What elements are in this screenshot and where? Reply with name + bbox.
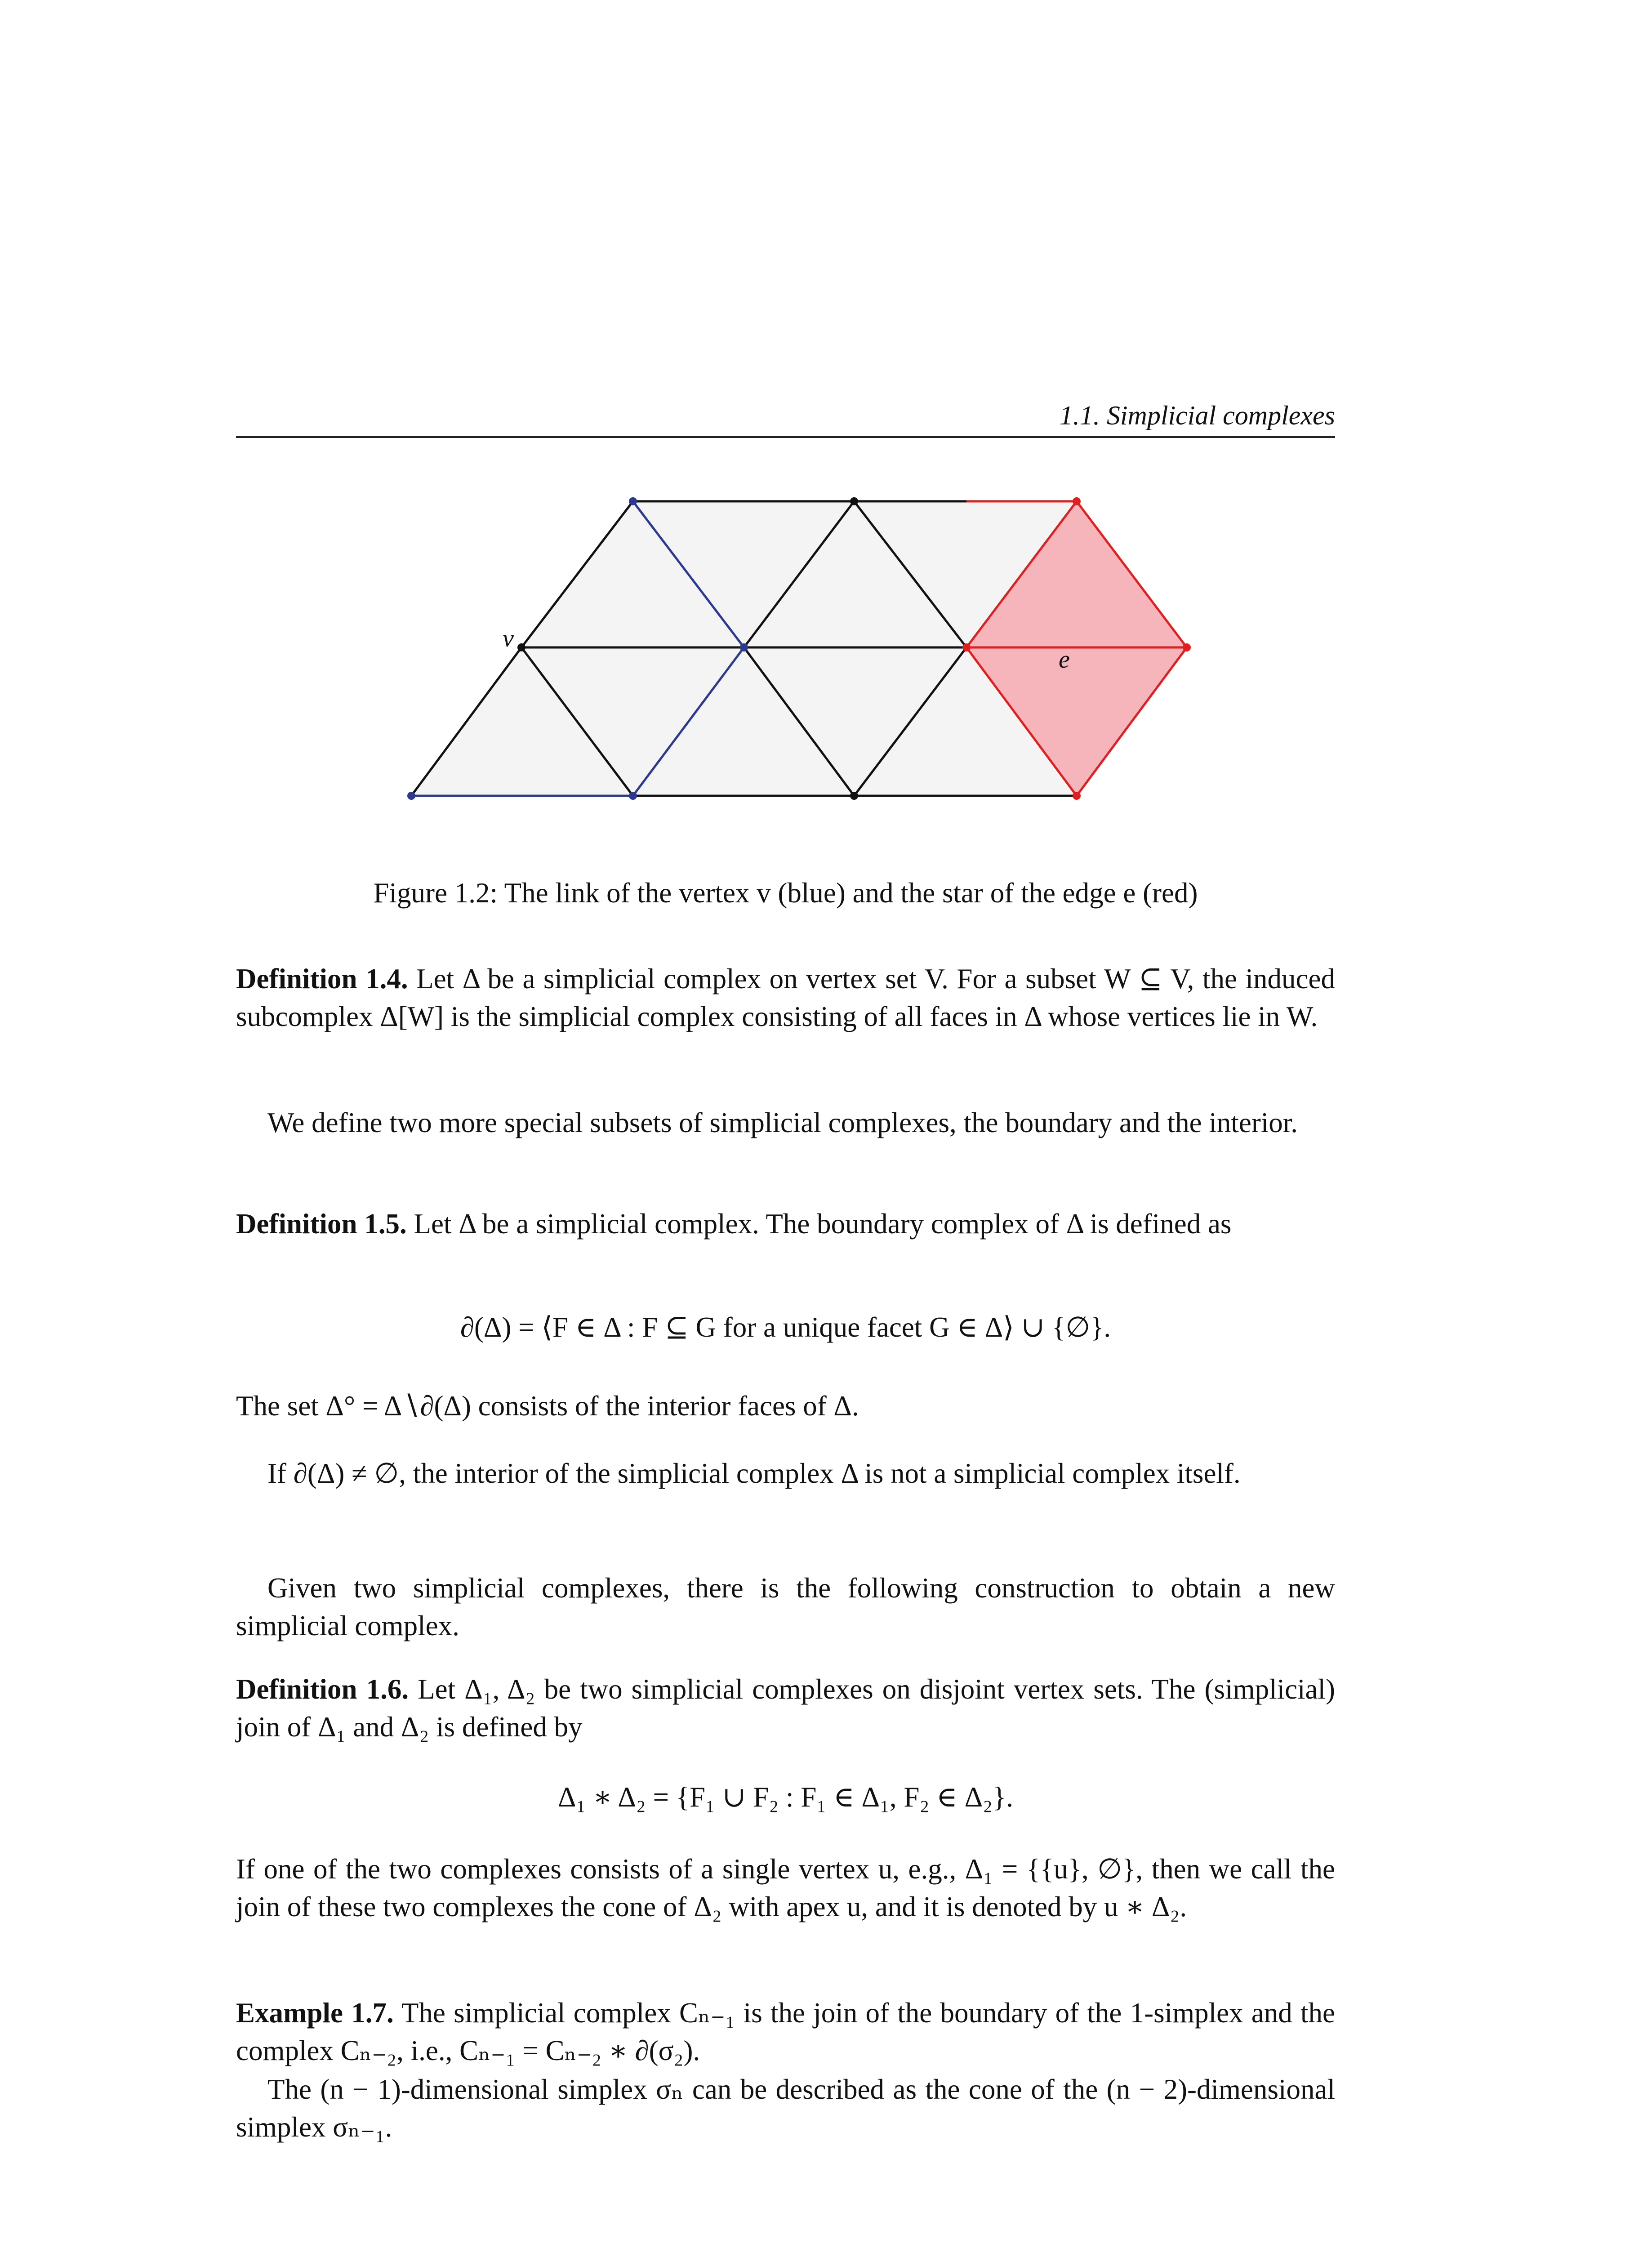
vertex: [629, 497, 637, 505]
definition-text: Let Δ be a simplicial complex on vertex set V. For a subset W ⊆ V, the induced subcomplex Δ[W] is the simplicial complex consisting of all faces in Δ whose vertices lie in W.: [236, 963, 1335, 1032]
label-v: v: [503, 624, 514, 652]
vertex: [407, 792, 415, 800]
definition-1-5: [236, 1205, 1335, 1243]
equation-join: Δ₁ ∗ Δ₂ = {F₁ ∪ F₂ : F₁ ∈ Δ₁, F₂ ∈ Δ₂}.: [557, 1781, 1014, 1813]
running-title: 1.1. Simplicial complexes: [1059, 401, 1335, 430]
definition-1-4: [236, 960, 1335, 1035]
paragraph: The set Δ° = Δ∖∂(Δ) consists of the interior faces of Δ.: [236, 1390, 859, 1422]
vertex: [1073, 792, 1081, 800]
running-header: [236, 396, 1335, 438]
figure-caption: Figure 1.2: The link of the vertex v (blue) and the star of the edge e (red): [373, 877, 1198, 909]
vertex-v: [517, 643, 525, 651]
vertex: [629, 792, 637, 800]
paragraph: If one of the two complexes consists of a single vertex u, e.g., Δ₁ = {{u}, ∅}, then we call the join of these two complexes the cone of Δ₂ with apex u, and it is denoted by u ∗ Δ₂.: [236, 1853, 1335, 1922]
definition-label: Definition 1.5.: [236, 1208, 407, 1240]
label-e: e: [1059, 646, 1070, 674]
vertex: [1183, 643, 1191, 651]
definition-1-6: [236, 1670, 1335, 1746]
definition-text: Let Δ be a simplicial complex. The boundary complex of Δ is defined as: [414, 1208, 1232, 1240]
vertex: [850, 792, 858, 800]
vertex: [740, 643, 748, 651]
definition-label: Definition 1.6.: [236, 1673, 409, 1705]
vertex: [850, 497, 858, 505]
vertex: [962, 643, 971, 651]
example-label: Example 1.7.: [236, 1997, 394, 2029]
paragraph: We define two more special subsets of simplicial complexes, the boundary and the interior.: [267, 1107, 1298, 1138]
definition-label: Definition 1.4.: [236, 963, 408, 995]
figure-simplicial-complex: [405, 490, 1196, 814]
definition-text: Let Δ₁, Δ₂ be two simplicial complexes on disjoint vertex sets. The (simplicial) join of Δ₁ and Δ₂ is defined by: [236, 1673, 1335, 1743]
equation-boundary: ∂(Δ) = ⟨F ∈ Δ : F ⊆ G for a unique facet G ∈ Δ⟩ ∪ {∅}.: [460, 1311, 1111, 1343]
example-1-7: [236, 1994, 1335, 2070]
vertex: [1073, 497, 1081, 505]
paragraph: The (n − 1)-dimensional simplex σₙ can be described as the cone of the (n − 2)-dimensional simplex σₙ₋₁.: [236, 2074, 1335, 2143]
example-text: The simplicial complex Cₙ₋₁ is the join of the boundary of the 1-simplex and the complex Cₙ₋₂, i.e., Cₙ₋₁ = Cₙ₋₂ ∗ ∂(σ₂).: [236, 1997, 1335, 2066]
paragraph: Given two simplicial complexes, there is the following construction to obtain a new simplicial complex.: [236, 1572, 1335, 1641]
paragraph: If ∂(Δ) ≠ ∅, the interior of the simplicial complex Δ is not a simplicial complex itself.: [267, 1458, 1241, 1489]
